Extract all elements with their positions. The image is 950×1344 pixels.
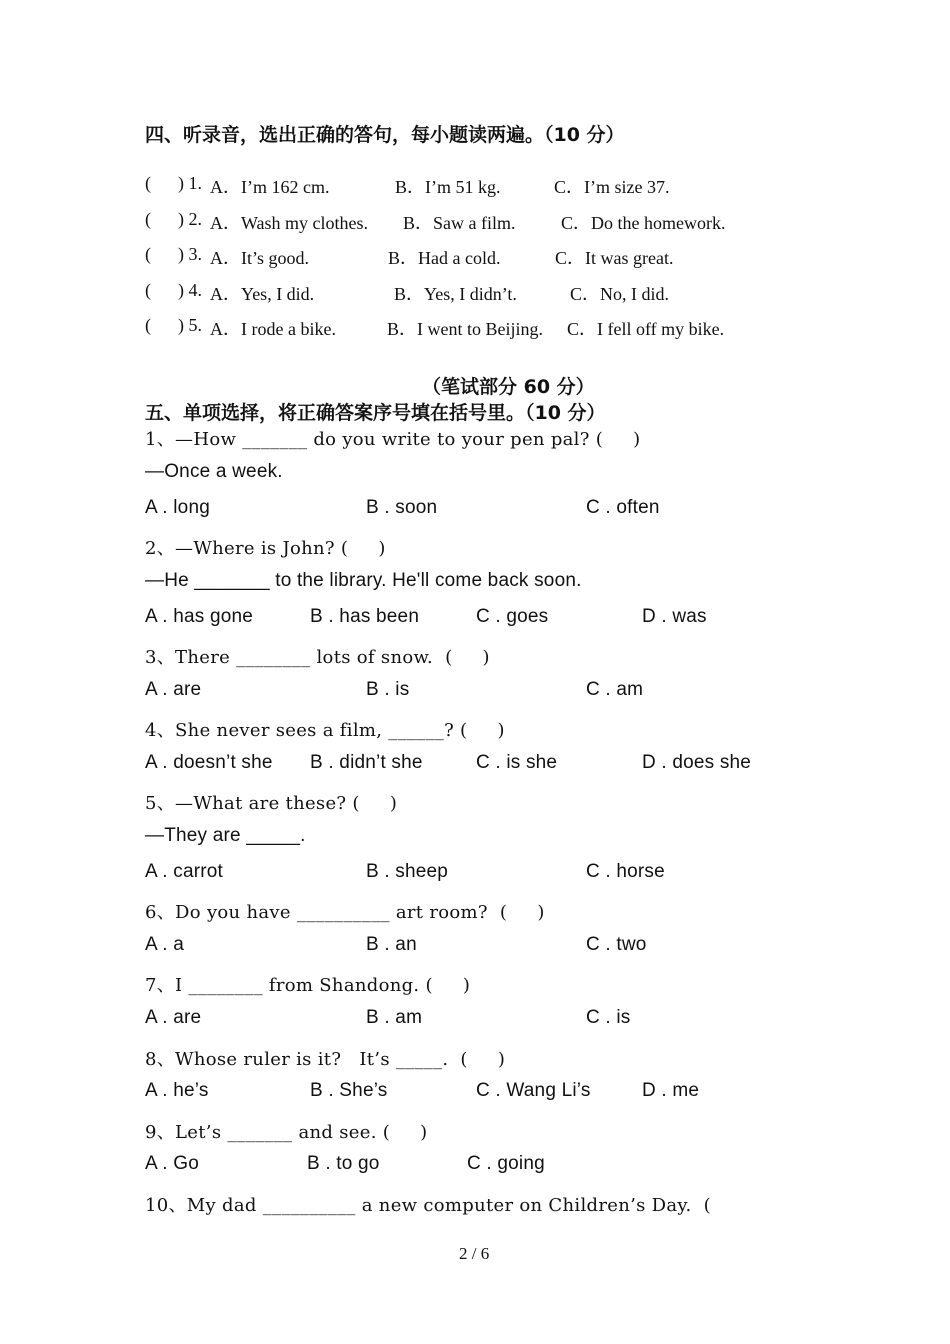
question-5-stem: 5、—What are these? ( ) — [145, 793, 398, 814]
question-5-option-c: C . horse — [586, 861, 665, 882]
question-3-option-b: B . is — [366, 679, 410, 700]
listening-item-2-option-c: C．Do the homework. — [561, 213, 726, 233]
listening-item-5-option-b: B．I went to Beijing. — [387, 319, 543, 339]
listening-item-3-number: ( ) 3. — [145, 244, 202, 264]
listening-item-3-option-b: B．Had a cold. — [388, 248, 501, 268]
question-2-option-a: A . has gone — [145, 606, 254, 627]
question-7-option-b: B . am — [366, 1007, 423, 1028]
question-6-stem: 6、Do you have __________ art room? ( ) — [145, 902, 545, 923]
question-1-stem: 1、—How _______ do you write to your pen pal? ( ) — [145, 429, 641, 450]
listening-item-2-option-b: B．Saw a film. — [403, 213, 516, 233]
listening-item-1-number: ( ) 1. — [145, 173, 202, 193]
listening-item-5-option-a: A．I rode a bike. — [210, 319, 336, 339]
question-5-option-a: A . carrot — [145, 861, 224, 882]
question-4-stem: 4、She never sees a film, ______? ( ) — [145, 720, 505, 741]
question-5-answer-line: —They are _____. — [145, 825, 306, 846]
listening-item-4-option-c: C．No, I did. — [570, 284, 669, 304]
section-5-heading: 五、单项选择，将正确答案序号填在括号里。（10 分） — [145, 402, 606, 424]
question-7-option-c: C . is — [586, 1007, 631, 1028]
listening-item-1-option-c: C．I’m size 37. — [554, 177, 670, 197]
listening-item-2-number: ( ) 2. — [145, 209, 202, 229]
question-2-answer-line: —He _______ to the library. He'll come back soon. — [145, 570, 582, 591]
question-6-option-a: A . a — [145, 934, 185, 955]
question-10-stem: 10、My dad __________ a new computer on Children’s Day. ( — [145, 1195, 711, 1216]
question-8-option-c: C . Wang Li’s — [476, 1080, 591, 1101]
question-6-option-c: C . two — [586, 934, 647, 955]
listening-item-4-option-b: B．Yes, I didn’t. — [394, 284, 517, 304]
question-9-option-b: B . to go — [307, 1153, 380, 1174]
question-1-option-a: A . long — [145, 497, 210, 518]
listening-item-1-option-a: A．I’m 162 cm. — [210, 177, 330, 197]
listening-item-4-option-a: A．Yes, I did. — [210, 284, 315, 304]
question-4-option-b: B . didn’t she — [310, 752, 423, 773]
question-3-stem: 3、There ________ lots of snow. ( ) — [145, 647, 490, 668]
listening-item-5-number: ( ) 5. — [145, 315, 202, 335]
question-4-option-d: D . does she — [642, 752, 752, 773]
listening-item-5-option-c: C．I fell off my bike. — [567, 319, 725, 339]
question-9-option-a: A . Go — [145, 1153, 200, 1174]
question-7-stem: 7、I ________ from Shandong. ( ) — [145, 975, 471, 996]
question-8-option-a: A . he’s — [145, 1080, 209, 1101]
listening-item-3-option-c: C．It was great. — [555, 248, 674, 268]
question-2-stem: 2、—Where is John? ( ) — [145, 538, 386, 559]
page-number: 2 / 6 — [459, 1244, 490, 1263]
written-part-title: （笔试部分 60 分） — [422, 376, 595, 398]
question-2-option-d: D . was — [642, 606, 707, 627]
question-4-option-c: C . is she — [476, 752, 558, 773]
question-2-option-c: C . goes — [476, 606, 549, 627]
question-8-option-b: B . She’s — [310, 1080, 388, 1101]
question-5-option-b: B . sheep — [366, 861, 449, 882]
question-1-option-b: B . soon — [366, 497, 438, 518]
question-1-option-c: C . often — [586, 497, 660, 518]
question-2-option-b: B . has been — [310, 606, 420, 627]
question-3-option-a: A . are — [145, 679, 202, 700]
listening-item-2-option-a: A．Wash my clothes. — [210, 213, 369, 233]
question-9-stem: 9、Let’s _______ and see. ( ) — [145, 1122, 428, 1143]
question-7-option-a: A . are — [145, 1007, 202, 1028]
listening-item-1-option-b: B．I’m 51 kg. — [395, 177, 501, 197]
question-8-option-d: D . me — [642, 1080, 700, 1101]
listening-item-3-option-a: A．It’s good. — [210, 248, 309, 268]
question-3-option-c: C . am — [586, 679, 644, 700]
section-4-heading: 四、听录音，选出正确的答句，每小题读两遍。（10 分） — [145, 124, 625, 146]
listening-item-4-number: ( ) 4. — [145, 280, 202, 300]
question-8-stem: 8、Whose ruler is it? It’s _____. ( ) — [145, 1049, 506, 1070]
question-1-answer-line: —Once a week. — [145, 461, 283, 482]
question-9-option-c: C . going — [467, 1153, 545, 1174]
question-6-option-b: B . an — [366, 934, 417, 955]
question-4-option-a: A . doesn’t she — [145, 752, 273, 773]
